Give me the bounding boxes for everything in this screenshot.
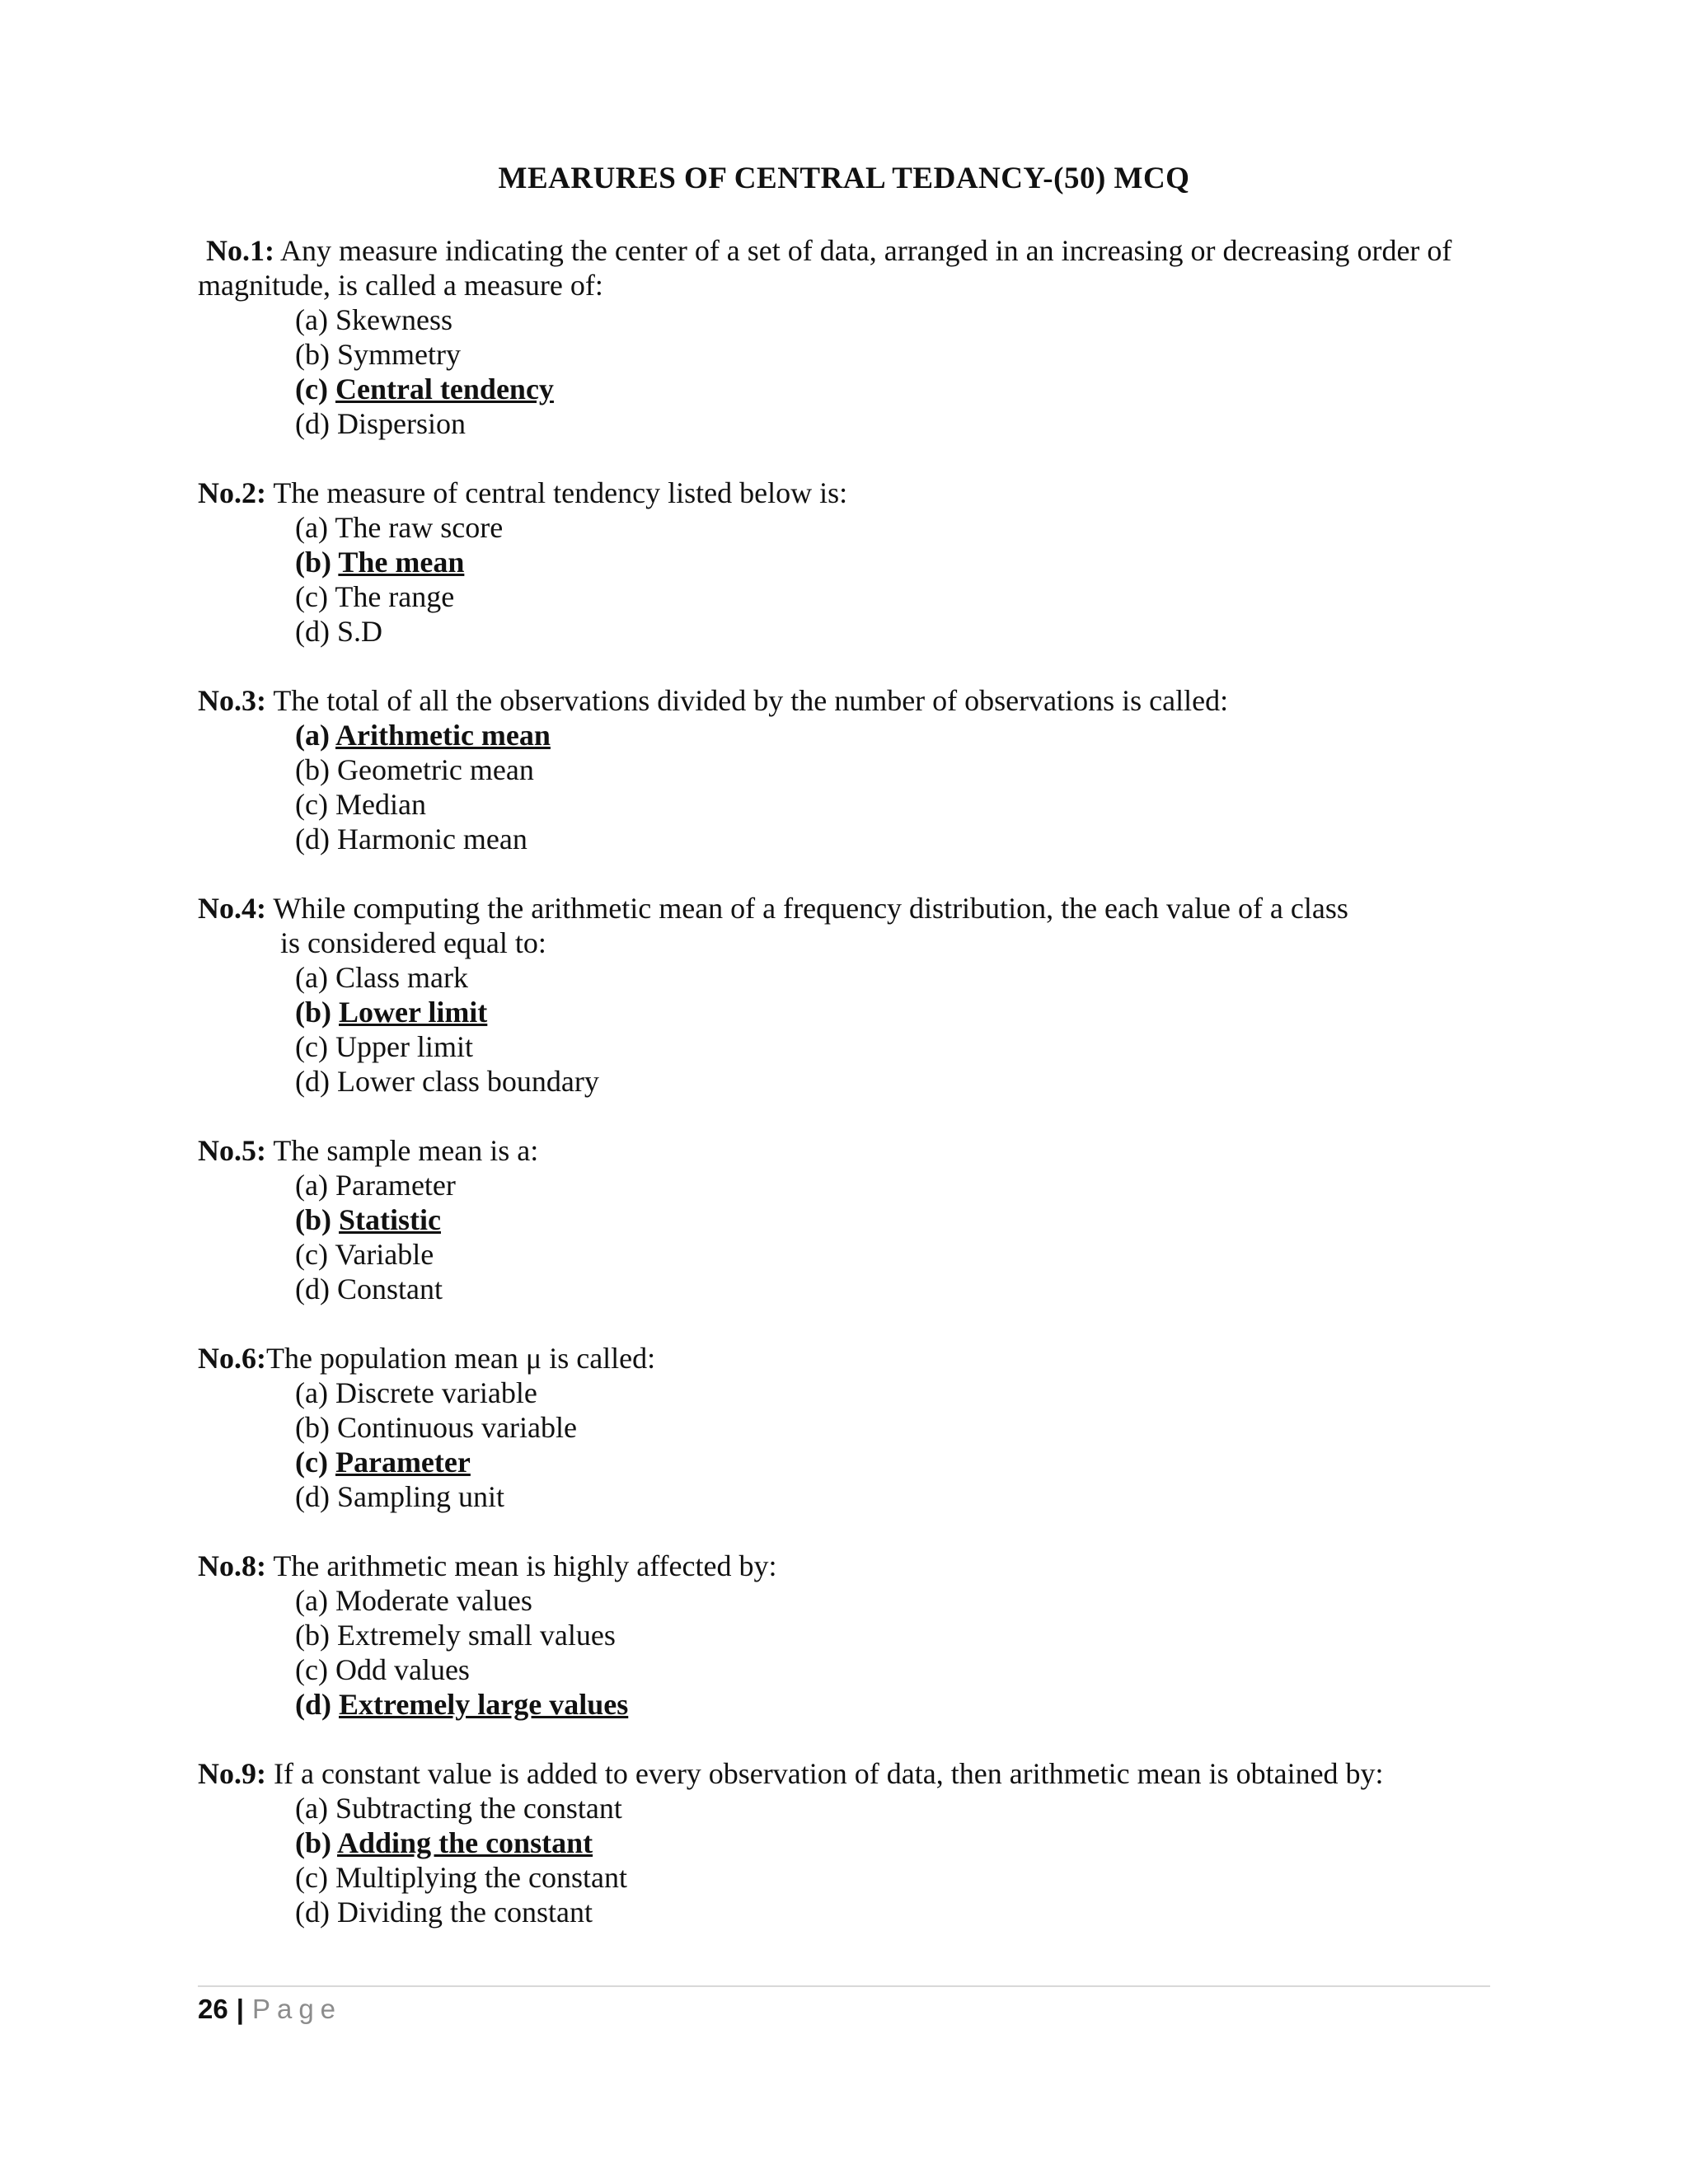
option-b: (b) Symmetry	[295, 338, 461, 371]
question-number: No.9:	[198, 1757, 266, 1790]
question-text: If a constant value is added to every observation of data, then arithmetic mean is obtained by:	[274, 1757, 1384, 1790]
question-number: No.5:	[198, 1134, 266, 1167]
question-number: No.3:	[198, 684, 266, 717]
question-4	[198, 891, 1492, 1099]
question-text: The population mean μ is called:	[266, 1342, 656, 1375]
option-c-correct-answer: (c) Central tendency	[295, 373, 554, 405]
option-list	[198, 960, 1492, 1099]
option-a: (a) Parameter	[295, 1169, 456, 1202]
footer-separator: |	[236, 1994, 244, 2024]
question-1	[198, 233, 1492, 441]
option-d: (d) Lower class boundary	[295, 1065, 599, 1098]
question-text: The measure of central tendency listed below is:	[273, 476, 848, 509]
page-number: 26	[198, 1994, 228, 2024]
option-b: (b) Extremely small values	[295, 1619, 616, 1652]
option-d: (d) Dividing the constant	[295, 1896, 593, 1929]
page-footer	[198, 1993, 342, 2026]
option-list	[198, 1791, 1492, 1929]
question-number: No.1:	[206, 234, 274, 267]
option-list	[198, 1583, 1492, 1722]
question-text: The arithmetic mean is highly affected by:	[273, 1549, 777, 1582]
question-text: The total of all the observations divided by the number of observations is called:	[273, 684, 1229, 717]
option-b: (b) Geometric mean	[295, 753, 534, 786]
option-d: (d) Sampling unit	[295, 1480, 504, 1513]
option-c: (c) Variable	[295, 1238, 434, 1271]
option-b: (b) Continuous variable	[295, 1411, 577, 1444]
question-number: No.8:	[198, 1549, 266, 1582]
question-6	[198, 1341, 1492, 1514]
option-a: (a) Skewness	[295, 303, 452, 336]
option-c-correct-answer: (c) Parameter	[295, 1446, 471, 1479]
option-d: (d) Dispersion	[295, 407, 466, 440]
question-text: The sample mean is a:	[273, 1134, 539, 1167]
option-b-correct-answer: (b) Lower limit	[295, 996, 488, 1029]
question-number: No.6:	[198, 1342, 266, 1375]
option-a: (a) Moderate values	[295, 1584, 532, 1617]
footer-page-word: Page	[251, 1994, 343, 2024]
question-8	[198, 1549, 1492, 1722]
option-b-correct-answer: (b) Statistic	[295, 1203, 441, 1236]
option-c: (c) Median	[295, 788, 426, 821]
option-d: (d) Constant	[295, 1272, 443, 1305]
option-d: (d) S.D	[295, 615, 383, 648]
question-3	[198, 683, 1492, 856]
option-list	[198, 302, 1492, 441]
question-9	[198, 1756, 1492, 1929]
option-list	[198, 1376, 1492, 1514]
option-c: (c) Upper limit	[295, 1030, 473, 1063]
question-number: No.2:	[198, 476, 266, 509]
option-a: (a) The raw score	[295, 511, 504, 544]
option-c: (c) The range	[295, 580, 455, 613]
question-text-continued: is considered equal to:	[280, 926, 546, 959]
option-a: (a) Subtracting the constant	[295, 1792, 622, 1825]
question-text: While computing the arithmetic mean of a frequency distribution, the each value of a class	[273, 892, 1348, 925]
option-list	[198, 1168, 1492, 1306]
option-list	[198, 718, 1492, 856]
option-a-correct-answer: (a) Arithmetic mean	[295, 719, 551, 752]
option-b-correct-answer: (b) Adding the constant	[295, 1826, 593, 1859]
question-2	[198, 476, 1492, 649]
option-c: (c) Multiplying the constant	[295, 1861, 627, 1894]
option-b-correct-answer: (b) The mean	[295, 546, 465, 579]
option-d: (d) Harmonic mean	[295, 823, 528, 855]
question-number: No.4:	[198, 892, 266, 925]
question-5	[198, 1133, 1492, 1306]
footer-divider	[198, 1985, 1490, 1987]
option-c: (c) Odd values	[295, 1653, 470, 1686]
page-title: MEARURES OF CENTRAL TEDANCY-(50) MCQ	[498, 162, 1190, 195]
option-a: (a) Discrete variable	[295, 1376, 537, 1409]
option-a: (a) Class mark	[295, 961, 468, 994]
question-list	[198, 233, 1492, 1964]
option-d-correct-answer: (d) Extremely large values	[295, 1688, 629, 1721]
option-list	[198, 510, 1492, 649]
question-text: Any measure indicating the center of a set of data, arranged in an increasing or decreasing order of magnitude, is called a measure of:	[198, 234, 1452, 302]
